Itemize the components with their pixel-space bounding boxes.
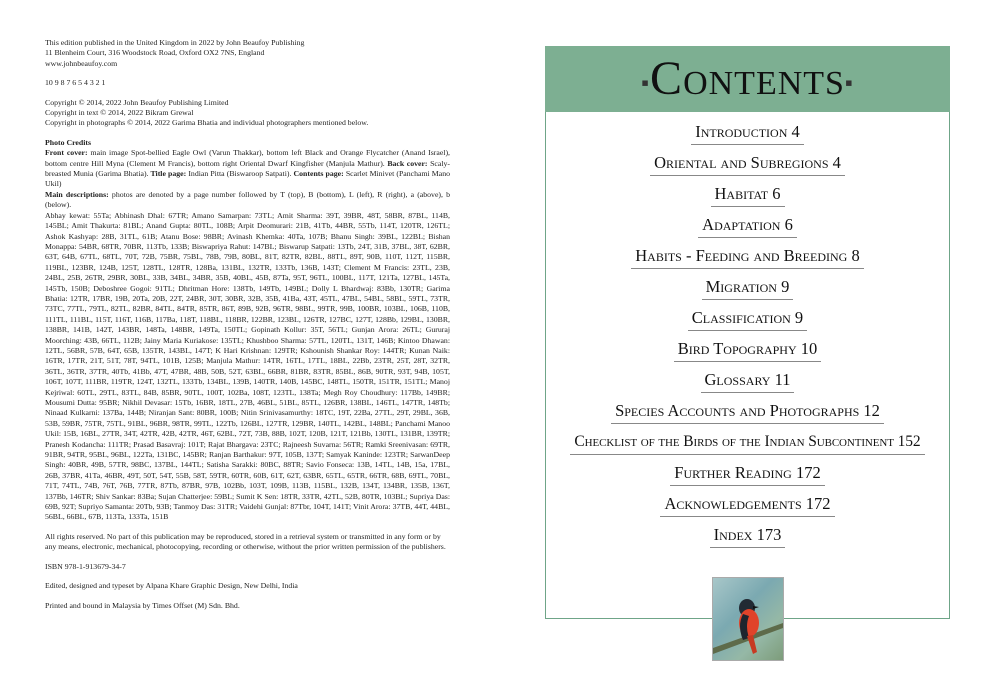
copyright-line: Copyright © 2014, 2022 John Beaufoy Publishing Limited bbox=[45, 97, 229, 107]
table-of-contents bbox=[545, 120, 950, 554]
back-cover-text: Scaly-breasted Munia (Garima Bhatia). bbox=[45, 158, 451, 179]
toc-entry[interactable] bbox=[545, 399, 950, 430]
imprint-page bbox=[45, 38, 450, 620]
contents-page-label: Contents page: bbox=[291, 169, 344, 179]
bullet-icon: ▪ bbox=[641, 69, 651, 95]
cover-credits bbox=[45, 148, 450, 190]
main-desc-label: Main descriptions: bbox=[45, 189, 109, 199]
front-cover-label: Front cover: bbox=[45, 148, 88, 158]
printing-line: 10 9 8 7 6 5 4 3 2 1 bbox=[45, 78, 106, 88]
toc-label[interactable]: Oriental and Subregions 4 bbox=[650, 151, 845, 176]
toc-entry[interactable] bbox=[545, 275, 950, 306]
toc-label[interactable]: Checklist of the Birds of the Indian Subcontinent 152 bbox=[570, 430, 924, 455]
photographer-credits: Abhay kewat: 55Ta; Abhinash Dhal: 67TR; Amano Samarpan: 73TL; Amit Sharma: 39T, 39BR, 48T, 58BR, 87BL, 114B, 145BL; Amit Thakurta: 81BL; Anand Gupta: 80TL, 108B; Arpit Deomurari: 21B, 41Tb, 44BR, 55Tb, 114T, 120TR, 126TL; Ashok Kashyap: 28B, 31TL, 61B; Atanu Bose: 98BR; Avinash Khemka: 40Ta, 107B; Bhanu Singh: 39BL, 122BL; Bishan Monappa: 54BR, 68TR, 70BR, 113Tb, 133B; Biswapriya Rahut: 147BL; Biswarup Satpati: 13Tb, 24T, 31B, 37BL, 38T, 62BR, 63T, 64B, 67TL, 68TL, 70T, 72B, 75BR, 75BL, 78B, 79B, 80BL, 81T, 82TR, 82BL, 88TL, 89T, 90B, 110T, 112T, 115BR, 119BL, 123BR, 124B, 125T, 128TL, 128TR, 128Ba, 131BL, 132TR, 133Tb, 136B, 143T; Clement M Francis: 23TL, 23B, 24BL, 25B, 26TR, 29BR, 30BL, 33B, 34BL, 34BR, 35B, 40BL, 45B, 87Ta, 95T, 96TL, 100BL, 117T, 121Ta, 127BL, 145Ta, 145Tb, 150B; Deboshree Gogoi: 91TL; Dhritman Hore: 138Tb, 149Tb, 149BL; Dolly L Bhardwaj: 83Bb, 130TR; Garima Bhatia: 12TR, 17BR, 19B, 20Ta, 20B, 22T, 24BR, 30T, 30BR, 32B, 35B, 41Ba, 43T, 45TL, 47BL, 54BL, 58BL, 59TL, 73TR, 73TC, 77TL, 79TL, 82TL, 82BR, 84TL, 84TR, 85TR, 86T, 89B, 92B, 96TR, 98BL, 99TR, 99B, 100BR, 103BL, 106B, 110B, 111TL, 111BL, 115T, 116T, 116B, 117Ba, 118T, 118BL, 118BR, 122BR, 123BL, 126TR, 127BC, 127T, 128Bb, 129BL, 130BR, 138BR, 141B, 142T, 143BR, 148Ta, 148BR, 149Ta, 150TL; Gopinath Kollur: 35T, 56TL; Gunjan Arora: 26TL; Gururaj Moorching: 43B, 66TL, 112B; Jainy Maria Kuriakose: 135TL; Khushboo Sharma: 57TL, 120TL, 131T, 146B; Kintoo Dhawan: 12TL, 56BR, 57B, 64T, 65B, 135TR, 143BL, 147T; K Hari Krishnan: 129TR; Kshounish Shankar Roy: 144TR; Kunan Naik: 16TR, 17TR, 21T, 51T, 78T, 94TL, 101B, 125B; Manjula Mathur: 14TR, 16TL, 17TL, 18BL, 22Bb, 23TR, 25T, 28T, 32TR, 36TL, 36TR, 37TR, 40Tb, 41Bb, 47T, 47BR, 48B, 50B, 52T, 63BL, 66BR, 81BR, 83TR, 85BL, 86B, 90TR, 93T, 94B, 105T, 106T, 107T, 111BR, 119TR, 124T, 132TL, 133Tb, 134BL, 139B, 140TR, 140B, 145BC, 148TL, 150TR, 151TR, 151TL; Manoj Kejriwal: 60TL, 29TL, 83TL, 84B, 85BR, 90TL, 100T, 102Ba, 108T, 123TL, 138Ta; Megh Roy Choudhury: 117Bb, 149BR; Mousumi Dutta: 95BR; Nikhil Devasar: 15Tb, 16BR, 18TL, 27B, 46BL, 51BL, 85TL, 126BR, 138BL, 146TL, 147TR, 148Tb; Ninaad Kulkarni: 137Ba, 144B; Niranjan Sant: 80BR, 100B; Nitin Srinivasamurthy: 18TC, 19T, 22Ba, 27TL, 29T, 29BL, 36B, 53B, 59BR, 75TR, 75TL, 91BL, 96BR, 98TR, 99TL, 122Tb, 126BL, 127TR, 129BR, 140TL, 142BL, 148BL; Panchami Manoo Ukil: 15B, 16BL, 27TR, 34T, 42TR, 42B, 42TR, 46T, 62BL, 72T, 73B, 88B, 102T, 120B, 121T, 121Bb, 130TL, 131BR, 139TR; Pranesh Kodancha: 111TR; Prasad Basavraj: 101T; Rajat Bhargava: 23TC; Rajneesh Suvarna: 56TR; Ramki Sreenivasan: 69TR, 91BR, 94TR, 95BL, 96BL, 122Ta, 131BC, 145BR; Ranjan Barthakur: 97T, 105B, 137T; Samyak Kaninde: 123TR; SarwanDeep Singh: 40BR, 49B, 57TR, 98BC, 137BL, 144TL; Satisha Sarakki: 80BC, 88TR; Savio Fonseca: 13B, 14TL, 14B, 15a, 17BL, 26B, 37BR, 41Ta, 46BR, 49T, 50T, 54T, 55B, 58T, 59TR, 60TR, 60B, 61T, 62T, 63BR, 65TL, 65TR, 66TR, 68B, 69TL, 70BL, 71T, 74TL, 74B, 76T, 76B, 77TR, 87Tb, 87BR, 97B, 102Bb, 103T, 109B, 113B, 115BL, 132B, 134T, 134BR, 135B, 136T, 137Bb, 146TR; Shiv Sankar: 83Ba; Sujan Chatterjee: 59BL; Sumit K Sen: 18TR, 33TR, 42TL, 52B, 80TR, 103BL; Supriya Das: 69B, 92T; Supriyo Samanta: 20Tb, 93B; Tanmoy Das: 31TR; Vaidehi Gunjal: 87Tbr, 104T, 141T; Vinit Arora: 37TB, 44T, 44BL, 56BL, 66BL, 67B, 113Ta, 133Ta, 151B bbox=[45, 210, 450, 522]
toc-label[interactable]: Further Reading 172 bbox=[670, 461, 824, 486]
publisher-website: www.johnbeaufoy.com bbox=[45, 58, 118, 68]
toc-label[interactable]: Acknowledgements 172 bbox=[660, 492, 834, 517]
bird-image bbox=[713, 578, 783, 660]
publisher-line: This edition published in the United Kingdom in 2022 by John Beaufoy Publishing bbox=[45, 38, 305, 47]
bullet-icon: ▪ bbox=[844, 69, 854, 95]
publisher-block bbox=[45, 38, 450, 69]
toc-entry[interactable] bbox=[545, 120, 950, 151]
toc-label[interactable]: Introduction 4 bbox=[691, 120, 804, 145]
back-cover-label: Back cover: bbox=[387, 158, 428, 168]
photo-credits-title: Photo Credits bbox=[45, 137, 91, 147]
toc-entry[interactable] bbox=[545, 461, 950, 492]
toc-label[interactable]: Habitat 6 bbox=[711, 182, 785, 207]
main-descriptions bbox=[45, 190, 450, 211]
contents-heading bbox=[545, 50, 950, 112]
copyright-line: Copyright in photographs © 2014, 2022 Garima Bhatia and individual photographers mentioned below. bbox=[45, 118, 369, 128]
edited-by: Edited, designed and typeset by Alpana Khare Graphic Design, New Delhi, India bbox=[45, 581, 298, 591]
photo-credits bbox=[45, 138, 450, 523]
toc-label[interactable]: Habits - Feeding and Breeding 8 bbox=[631, 244, 863, 269]
copyright-line: Copyright in text © 2014, 2022 Bikram Grewal bbox=[45, 108, 194, 118]
main-desc-text: photos are denoted by a page number followed by T (top), B (bottom), L (left), R (right), a (above), b (below). bbox=[45, 189, 450, 210]
toc-entry[interactable] bbox=[545, 182, 950, 213]
title-page-text: Indian Pitta (Biswaroop Satpati). bbox=[186, 169, 292, 179]
toc-label[interactable]: Species Accounts and Photographs 12 bbox=[611, 399, 884, 424]
toc-label[interactable]: Classification 9 bbox=[688, 306, 807, 331]
rights-text: All rights reserved. No part of this publication may be reproduced, stored in a retrieval system or transmitted in any form or by any means, electronic, mechanical, photocopying, recording or otherwise, without the prior written permission of the publishers. bbox=[45, 531, 446, 552]
toc-label[interactable]: Index 173 bbox=[710, 523, 786, 548]
printed-by: Printed and bound in Malaysia by Times Offset (M) Sdn. Bhd. bbox=[45, 600, 240, 610]
toc-entry[interactable] bbox=[545, 244, 950, 275]
toc-entry[interactable] bbox=[545, 368, 950, 399]
toc-entry[interactable] bbox=[545, 306, 950, 337]
toc-entry[interactable] bbox=[545, 523, 950, 554]
toc-entry[interactable] bbox=[545, 151, 950, 182]
toc-label[interactable]: Adaptation 6 bbox=[698, 213, 797, 238]
rights-block bbox=[45, 532, 450, 553]
title-page-label: Title page: bbox=[148, 169, 187, 179]
toc-entry[interactable] bbox=[545, 213, 950, 244]
scarlet-minivet-photo bbox=[712, 577, 784, 661]
front-cover-text: main image Spot-bellied Eagle Owl (Varun Thakkar), bottom left Black and Orange Flycatcher (Anand Israel), bottom centre Hill Myna (Clement M Francis), bottom right Oriental Dwarf Kingfisher (Manjula Mathur). bbox=[45, 148, 450, 168]
toc-label[interactable]: Migration 9 bbox=[702, 275, 794, 300]
toc-entry[interactable] bbox=[545, 430, 950, 461]
printing-line-block bbox=[45, 78, 450, 88]
contents-page-text: Scarlet Minivet (Panchami Mano Ukil) bbox=[45, 169, 450, 189]
publisher-address: 11 Blenheim Court, 316 Woodstock Road, Oxford OX2 7NS, England bbox=[45, 48, 265, 58]
toc-label[interactable]: Glossary 11 bbox=[701, 368, 795, 393]
toc-label[interactable]: Bird Topography 10 bbox=[674, 337, 822, 362]
toc-entry[interactable] bbox=[545, 492, 950, 523]
printed-block bbox=[45, 601, 450, 611]
page-title: Contents bbox=[650, 52, 845, 105]
isbn-block bbox=[45, 562, 450, 572]
edited-block bbox=[45, 581, 450, 591]
isbn: ISBN 978-1-913679-34-7 bbox=[45, 561, 126, 571]
toc-entry[interactable] bbox=[545, 337, 950, 368]
copyright-block bbox=[45, 98, 450, 129]
